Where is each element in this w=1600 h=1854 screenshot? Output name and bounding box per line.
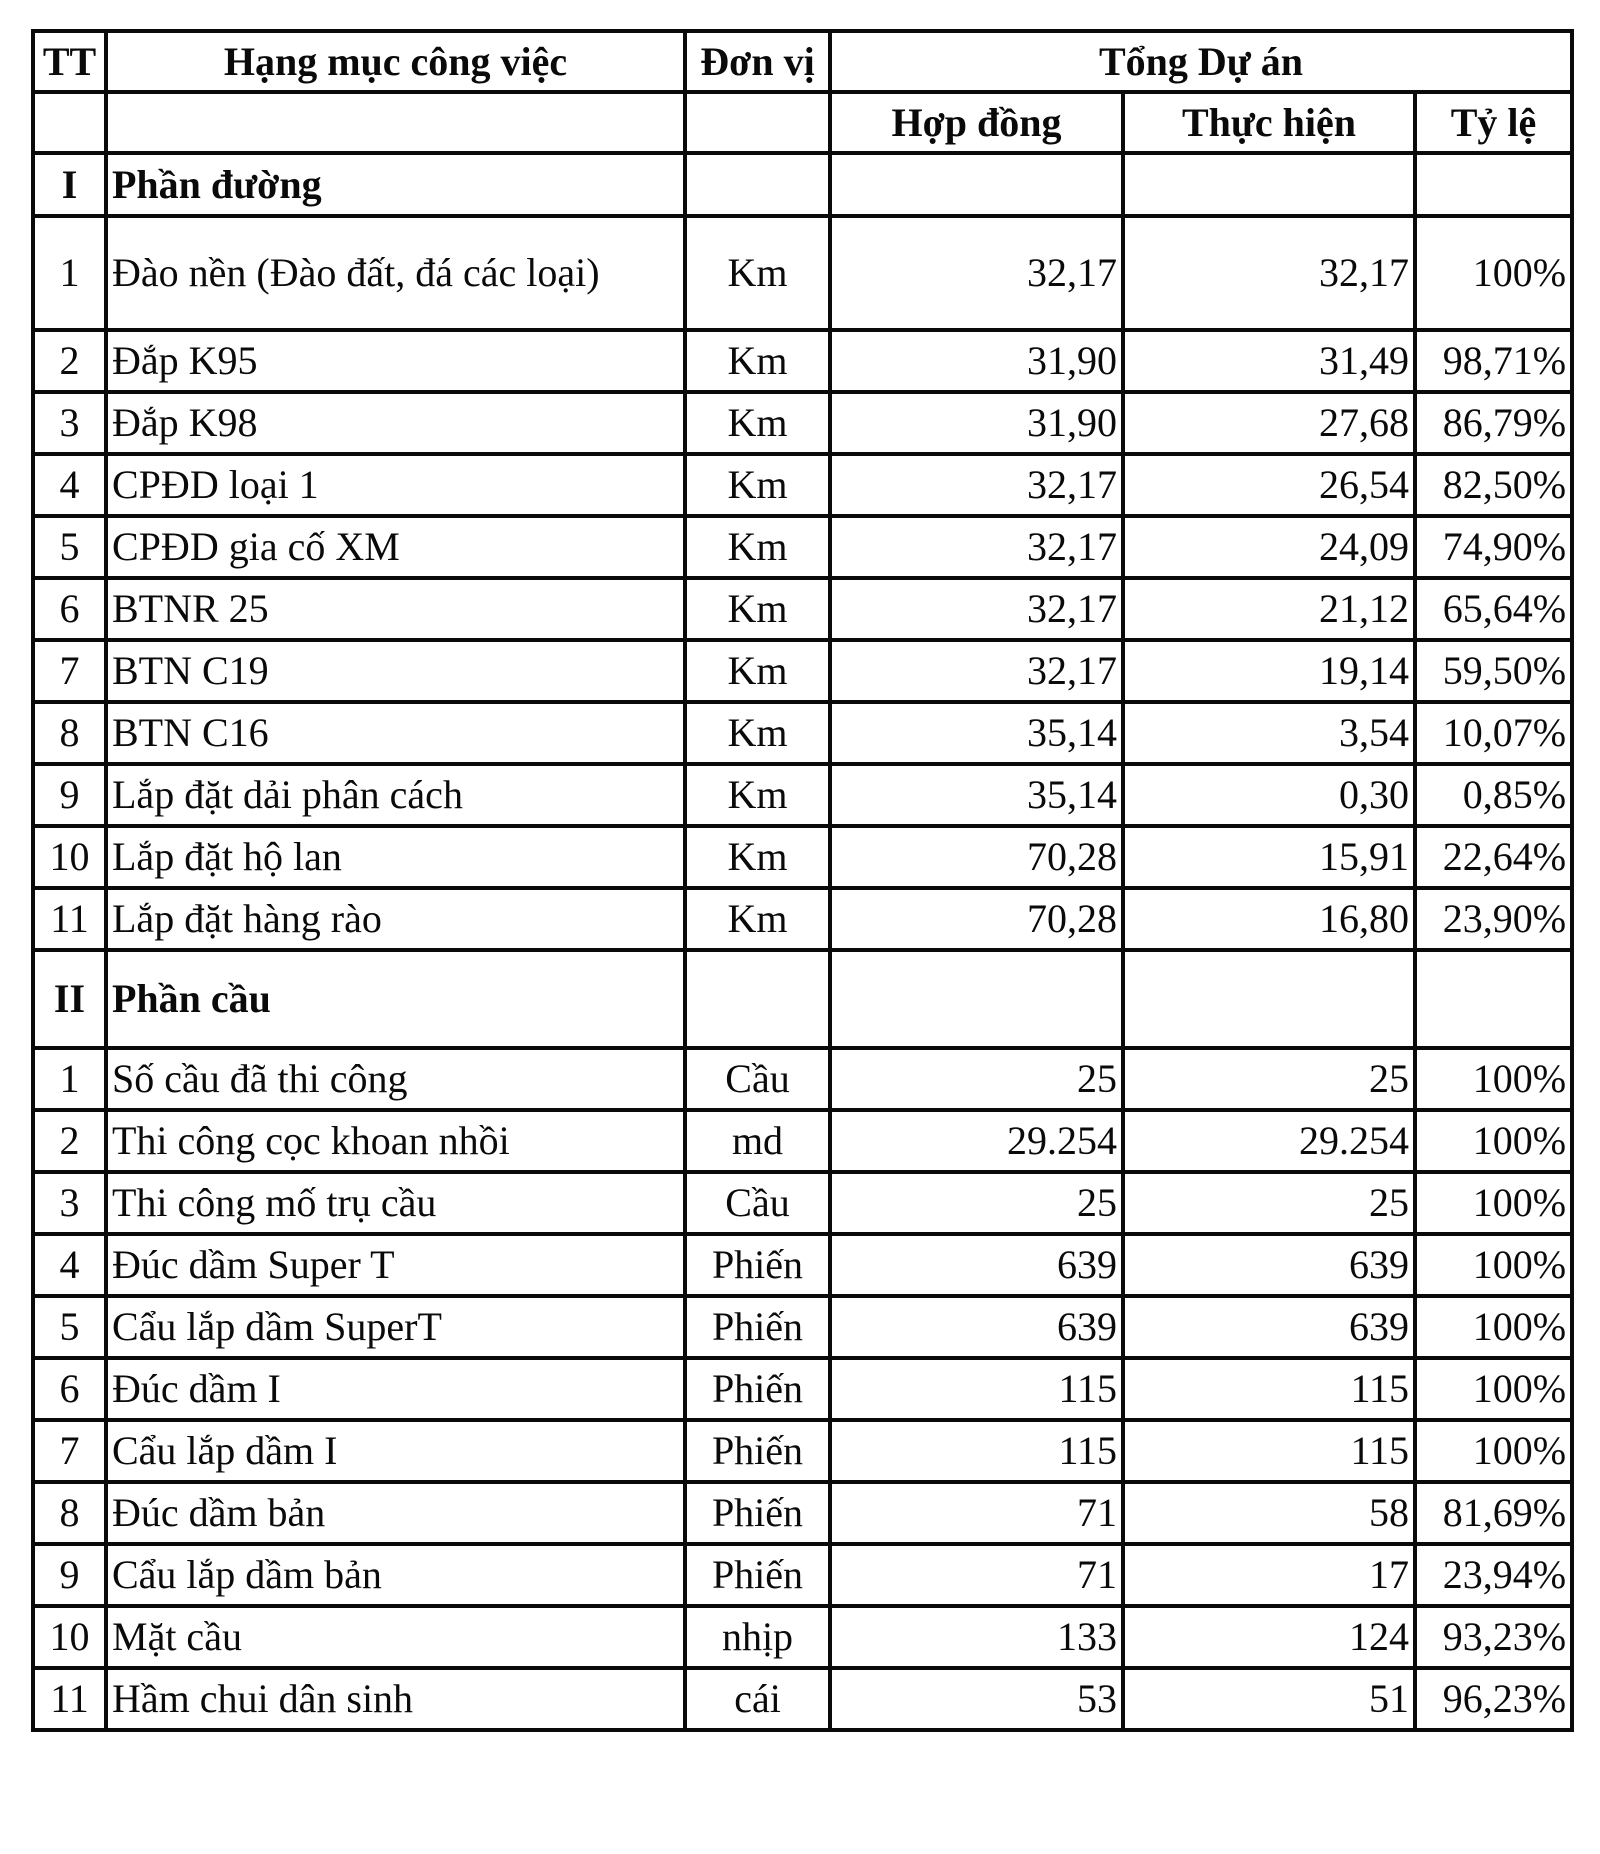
header-row-1 [33,31,1572,92]
section-number: I [33,153,106,216]
completed-quantity: 31,49 [1123,330,1415,392]
completion-ratio: 86,79% [1415,392,1572,454]
contract-quantity: 31,90 [830,330,1123,392]
unit: Phiến [685,1358,830,1420]
contract-quantity: 32,17 [830,454,1123,516]
unit: Phiến [685,1296,830,1358]
row-number: 8 [33,1482,106,1544]
completed-quantity: 115 [1123,1420,1415,1482]
work-item: Lắp đặt hộ lan [106,826,685,888]
completion-ratio: 100% [1415,1110,1572,1172]
unit: Km [685,578,830,640]
completed-quantity: 15,91 [1123,826,1415,888]
contract-quantity: 115 [830,1420,1123,1482]
header-item: Hạng mục công việc [106,31,685,92]
work-item: Cẩu lắp dầm I [106,1420,685,1482]
contract-quantity: 71 [830,1544,1123,1606]
section-contract-empty [830,950,1123,1048]
work-item: BTNR 25 [106,578,685,640]
completed-quantity: 115 [1123,1358,1415,1420]
completed-quantity: 0,30 [1123,764,1415,826]
completed-quantity: 3,54 [1123,702,1415,764]
table-body [33,153,1572,1730]
table-row [33,702,1572,764]
work-item: Số cầu đã thi công [106,1048,685,1110]
completion-ratio: 65,64% [1415,578,1572,640]
contract-quantity: 31,90 [830,392,1123,454]
project-progress-table [31,29,1574,1732]
completion-ratio: 59,50% [1415,640,1572,702]
completed-quantity: 21,12 [1123,578,1415,640]
row-number: 5 [33,516,106,578]
completion-ratio: 100% [1415,1296,1572,1358]
row-number: 7 [33,1420,106,1482]
header-contract: Hợp đồng [830,92,1123,153]
completion-ratio: 98,71% [1415,330,1572,392]
completion-ratio: 96,23% [1415,1668,1572,1730]
completed-quantity: 27,68 [1123,392,1415,454]
completed-quantity: 25 [1123,1172,1415,1234]
contract-quantity: 35,14 [830,702,1123,764]
completed-quantity: 29.254 [1123,1110,1415,1172]
table-row [33,1172,1572,1234]
table-row [33,1296,1572,1358]
header-tt: TT [33,31,106,92]
unit: Km [685,454,830,516]
completed-quantity: 25 [1123,1048,1415,1110]
table-row [33,764,1572,826]
section-contract-empty [830,153,1123,216]
row-number: 3 [33,392,106,454]
contract-quantity: 70,28 [830,888,1123,950]
completed-quantity: 19,14 [1123,640,1415,702]
contract-quantity: 35,14 [830,764,1123,826]
work-item: Đào nền (Đào đất, đá các loại) [106,216,685,330]
contract-quantity: 53 [830,1668,1123,1730]
completed-quantity: 26,54 [1123,454,1415,516]
work-item: Đắp K98 [106,392,685,454]
completion-ratio: 23,94% [1415,1544,1572,1606]
table-row [33,1606,1572,1668]
row-number: 9 [33,764,106,826]
row-number: 1 [33,1048,106,1110]
completion-ratio: 23,90% [1415,888,1572,950]
row-number: 4 [33,454,106,516]
section-ratio-empty [1415,950,1572,1048]
header-tt-empty [33,92,106,153]
unit: Km [685,216,830,330]
unit: Km [685,888,830,950]
unit: Km [685,392,830,454]
table-row [33,1110,1572,1172]
row-number: 5 [33,1296,106,1358]
completed-quantity: 639 [1123,1296,1415,1358]
completion-ratio: 81,69% [1415,1482,1572,1544]
table-row [33,578,1572,640]
contract-quantity: 639 [830,1296,1123,1358]
completion-ratio: 100% [1415,216,1572,330]
row-number: 1 [33,216,106,330]
work-item: Thi công cọc khoan nhồi [106,1110,685,1172]
work-item: Lắp đặt dải phân cách [106,764,685,826]
contract-quantity: 25 [830,1172,1123,1234]
contract-quantity: 639 [830,1234,1123,1296]
table-row [33,826,1572,888]
table-row [33,392,1572,454]
table-row [33,1668,1572,1730]
completed-quantity: 58 [1123,1482,1415,1544]
completed-quantity: 639 [1123,1234,1415,1296]
header-unit: Đơn vị [685,31,830,92]
row-number: 6 [33,1358,106,1420]
contract-quantity: 32,17 [830,516,1123,578]
work-item: Thi công mố trụ cầu [106,1172,685,1234]
completed-quantity: 124 [1123,1606,1415,1668]
completion-ratio: 93,23% [1415,1606,1572,1668]
work-item: BTN C16 [106,702,685,764]
row-number: 2 [33,330,106,392]
unit: Km [685,516,830,578]
completion-ratio: 100% [1415,1048,1572,1110]
unit: cái [685,1668,830,1730]
contract-quantity: 115 [830,1358,1123,1420]
contract-quantity: 32,17 [830,640,1123,702]
work-item: CPĐD gia cố XM [106,516,685,578]
row-number: 6 [33,578,106,640]
section-done-empty [1123,950,1415,1048]
unit: Phiến [685,1544,830,1606]
unit: Phiến [685,1420,830,1482]
completed-quantity: 16,80 [1123,888,1415,950]
unit: nhịp [685,1606,830,1668]
contract-quantity: 133 [830,1606,1123,1668]
row-number: 4 [33,1234,106,1296]
table-row [33,1544,1572,1606]
row-number: 10 [33,826,106,888]
work-item: Hầm chui dân sinh [106,1668,685,1730]
header-row-2 [33,92,1572,153]
work-item: Đúc dầm Super T [106,1234,685,1296]
completed-quantity: 17 [1123,1544,1415,1606]
table-row [33,640,1572,702]
table-row [33,888,1572,950]
header-ratio: Tỷ lệ [1415,92,1572,153]
work-item: CPĐD loại 1 [106,454,685,516]
work-item: Lắp đặt hàng rào [106,888,685,950]
section-done-empty [1123,153,1415,216]
header-item-empty [106,92,685,153]
completion-ratio: 100% [1415,1420,1572,1482]
section-title: Phần đường [106,153,685,216]
unit: Km [685,702,830,764]
table-row [33,1234,1572,1296]
unit: Km [685,640,830,702]
work-item: Đắp K95 [106,330,685,392]
row-number: 11 [33,888,106,950]
section-unit-empty [685,950,830,1048]
table-row [33,1420,1572,1482]
row-number: 8 [33,702,106,764]
completion-ratio: 100% [1415,1172,1572,1234]
completion-ratio: 100% [1415,1234,1572,1296]
header-unit-empty [685,92,830,153]
work-item: BTN C19 [106,640,685,702]
unit: Km [685,330,830,392]
section-title: Phần cầu [106,950,685,1048]
completion-ratio: 74,90% [1415,516,1572,578]
header-done: Thực hiện [1123,92,1415,153]
contract-quantity: 32,17 [830,216,1123,330]
completion-ratio: 10,07% [1415,702,1572,764]
completion-ratio: 100% [1415,1358,1572,1420]
table-row [33,330,1572,392]
table-row [33,1358,1572,1420]
unit: Cầu [685,1172,830,1234]
section-unit-empty [685,153,830,216]
work-item: Đúc dầm bản [106,1482,685,1544]
contract-quantity: 25 [830,1048,1123,1110]
section-number: II [33,950,106,1048]
completed-quantity: 32,17 [1123,216,1415,330]
unit: md [685,1110,830,1172]
row-number: 10 [33,1606,106,1668]
row-number: 11 [33,1668,106,1730]
contract-quantity: 32,17 [830,578,1123,640]
contract-quantity: 71 [830,1482,1123,1544]
completed-quantity: 51 [1123,1668,1415,1730]
unit: Phiến [685,1482,830,1544]
row-number: 3 [33,1172,106,1234]
table-row [33,454,1572,516]
contract-quantity: 70,28 [830,826,1123,888]
header-project-total: Tổng Dự án [830,31,1572,92]
work-item: Cẩu lắp dầm bản [106,1544,685,1606]
work-item: Mặt cầu [106,1606,685,1668]
section-row [33,950,1572,1048]
work-item: Cẩu lắp dầm SuperT [106,1296,685,1358]
row-number: 9 [33,1544,106,1606]
completion-ratio: 22,64% [1415,826,1572,888]
table-header [33,31,1572,153]
completion-ratio: 82,50% [1415,454,1572,516]
unit: Km [685,764,830,826]
table-row [33,1482,1572,1544]
completion-ratio: 0,85% [1415,764,1572,826]
table-row [33,216,1572,330]
row-number: 2 [33,1110,106,1172]
unit: Km [685,826,830,888]
completed-quantity: 24,09 [1123,516,1415,578]
row-number: 7 [33,640,106,702]
section-ratio-empty [1415,153,1572,216]
table-row [33,516,1572,578]
unit: Cầu [685,1048,830,1110]
work-item: Đúc dầm I [106,1358,685,1420]
contract-quantity: 29.254 [830,1110,1123,1172]
table-row [33,1048,1572,1110]
section-row [33,153,1572,216]
unit: Phiến [685,1234,830,1296]
